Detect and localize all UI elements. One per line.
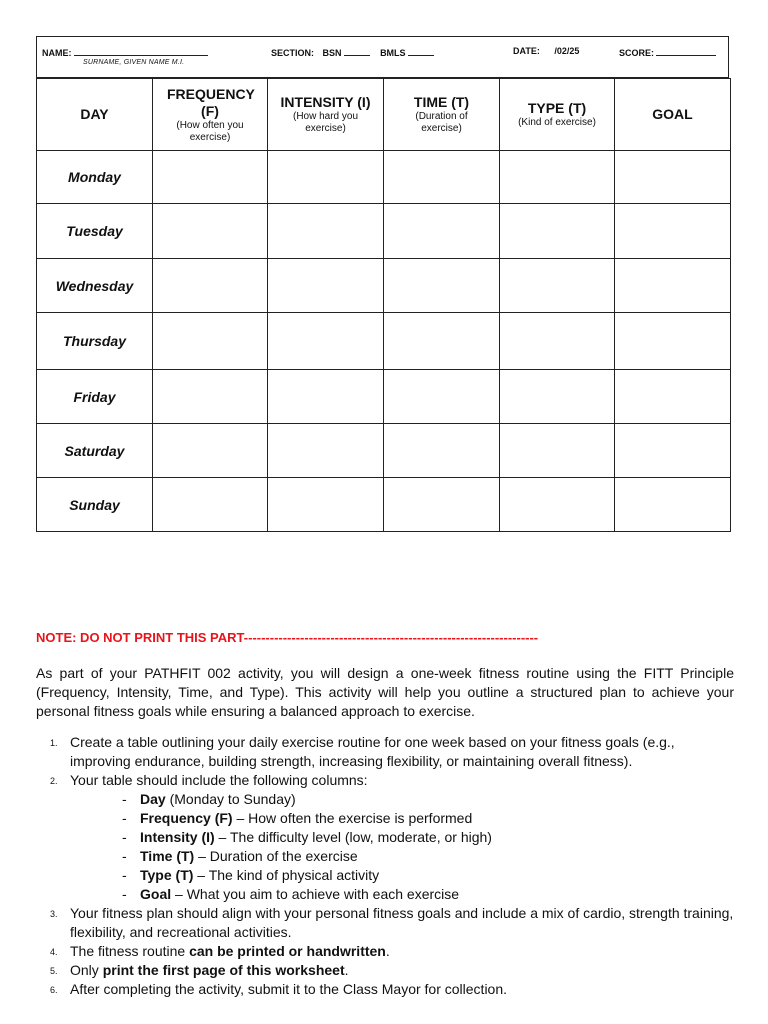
day-label: Saturday	[37, 424, 153, 478]
bmls-label: BMLS	[380, 48, 406, 58]
column-desc: – What you aim to achieve with each exercise	[171, 886, 460, 902]
score-label: SCORE:	[619, 48, 655, 58]
goal-cell[interactable]	[615, 478, 731, 532]
frequency-cell[interactable]	[153, 151, 268, 204]
table-row	[37, 478, 731, 532]
type-cell[interactable]	[500, 478, 615, 532]
name-label: NAME:	[42, 48, 72, 58]
intensity-cell[interactable]	[268, 204, 384, 259]
goal-cell[interactable]	[615, 204, 731, 259]
column-requirement	[36, 885, 736, 904]
frequency-cell[interactable]	[153, 259, 268, 313]
intensity-cell[interactable]	[268, 424, 384, 478]
type-cell[interactable]	[500, 204, 615, 259]
day-label: Tuesday	[37, 204, 153, 259]
dash-bullet: -	[122, 829, 127, 845]
goal-cell[interactable]	[615, 313, 731, 370]
goal-cell[interactable]	[615, 151, 731, 204]
date-value: /02/25	[554, 46, 580, 56]
time-cell[interactable]	[384, 259, 500, 313]
instruction-item-4: 4. The fitness routine can be printed or handwritten.	[50, 943, 390, 959]
time-cell[interactable]	[384, 370, 500, 424]
column-requirement	[36, 847, 736, 866]
bmls-blank[interactable]	[408, 46, 434, 56]
table-row	[37, 204, 731, 259]
section-field	[271, 46, 434, 58]
column-requirement	[36, 790, 736, 809]
col-header-type: TYPE (T) (Kind of exercise)	[500, 79, 615, 151]
day-label: Wednesday	[37, 259, 153, 313]
table-header-row	[37, 79, 731, 151]
intensity-cell[interactable]	[268, 259, 384, 313]
col-header-day: DAY	[37, 79, 153, 151]
table-row	[37, 424, 731, 478]
frequency-cell[interactable]	[153, 478, 268, 532]
column-desc: – Duration of the exercise	[194, 848, 358, 864]
col-header-time: TIME (T) (Duration of exercise)	[384, 79, 500, 151]
column-desc: – How often the exercise is performed	[232, 810, 473, 826]
intensity-cell[interactable]	[268, 478, 384, 532]
time-cell[interactable]	[384, 424, 500, 478]
day-label: Friday	[37, 370, 153, 424]
type-cell[interactable]	[500, 313, 615, 370]
required-columns-list	[36, 790, 736, 904]
student-info-header	[36, 36, 729, 78]
frequency-cell[interactable]	[153, 424, 268, 478]
time-cell[interactable]	[384, 151, 500, 204]
column-desc: – The difficulty level (low, moderate, or high)	[214, 829, 492, 845]
do-not-print-note: NOTE: DO NOT PRINT THIS PART--------------------------------------------------------------------	[36, 630, 539, 645]
frequency-cell[interactable]	[153, 313, 268, 370]
column-term: Day	[140, 791, 166, 807]
day-label: Sunday	[37, 478, 153, 532]
frequency-cell[interactable]	[153, 370, 268, 424]
dash-bullet: -	[122, 810, 127, 826]
instruction-item-2: 2. Your table should include the following columns:	[50, 772, 368, 788]
table-row	[37, 370, 731, 424]
score-blank[interactable]	[656, 46, 716, 56]
fitt-table	[36, 78, 731, 532]
column-term: Type (T)	[140, 867, 194, 883]
day-label: Thursday	[37, 313, 153, 370]
table-row	[37, 313, 731, 370]
table-body	[37, 151, 731, 532]
column-desc: – The kind of physical activity	[193, 867, 380, 883]
instruction-item-3: 3. Your fitness plan should align with your personal fitness goals and include a mix of cardio, strength training, flexibility, and recreational activities.	[50, 905, 734, 940]
goal-cell[interactable]	[615, 370, 731, 424]
day-label: Monday	[37, 151, 153, 204]
type-cell[interactable]	[500, 424, 615, 478]
date-label: DATE:	[513, 46, 540, 56]
column-requirement	[36, 809, 736, 828]
name-hint: SURNAME, GIVEN NAME M.I.	[83, 59, 185, 66]
column-requirement	[36, 828, 736, 847]
dash-bullet: -	[122, 791, 127, 807]
column-term: Goal	[140, 886, 172, 902]
name-field[interactable]	[42, 46, 208, 58]
bsn-blank[interactable]	[344, 46, 370, 56]
goal-cell[interactable]	[615, 259, 731, 313]
date-field[interactable]	[513, 46, 579, 56]
table-row	[37, 151, 731, 204]
type-cell[interactable]	[500, 259, 615, 313]
col-header-goal: GOAL	[615, 79, 731, 151]
column-term: Time (T)	[140, 848, 195, 864]
instruction-list	[36, 733, 736, 999]
intensity-cell[interactable]	[268, 313, 384, 370]
bsn-label: BSN	[322, 48, 342, 58]
column-term: Frequency (F)	[140, 810, 233, 826]
time-cell[interactable]	[384, 204, 500, 259]
dash-bullet: -	[122, 867, 127, 883]
goal-cell[interactable]	[615, 424, 731, 478]
dash-bullet: -	[122, 848, 127, 864]
col-header-intensity: INTENSITY (I) (How hard you exercise)	[268, 79, 384, 151]
section-label: SECTION:	[271, 48, 315, 58]
intensity-cell[interactable]	[268, 370, 384, 424]
activity-intro: As part of your PATHFIT 002 activity, you will design a one-week fitness routine using the FITT Principle (Frequency, Intensity, Time, and Type). This activity will help you outline a structured plan to achieve your personal fitness goals while ensuring a balanced approach to exercise.	[36, 665, 734, 719]
type-cell[interactable]	[500, 370, 615, 424]
instruction-item-1: 1. Create a table outlining your daily exercise routine for one week based on your fitness goals (e.g., improving endurance, building strength, increasing flexibility, or maintaining overall fitness).	[50, 734, 675, 769]
score-field[interactable]	[619, 46, 716, 58]
time-cell[interactable]	[384, 313, 500, 370]
column-requirement	[36, 866, 736, 885]
col-header-frequency: FREQUENCY (F) (How often you exercise)	[153, 79, 268, 151]
column-term: Intensity (I)	[140, 829, 215, 845]
frequency-cell[interactable]	[153, 204, 268, 259]
dash-bullet: -	[122, 886, 127, 902]
time-cell[interactable]	[384, 478, 500, 532]
column-desc: (Monday to Sunday)	[165, 791, 296, 807]
instruction-item-5: 5. Only print the first page of this worksheet.	[50, 962, 349, 978]
name-blank[interactable]	[74, 46, 208, 56]
type-cell[interactable]	[500, 151, 615, 204]
table-row	[37, 259, 731, 313]
intensity-cell[interactable]	[268, 151, 384, 204]
instruction-item-6: 6. After completing the activity, submit it to the Class Mayor for collection.	[50, 981, 508, 997]
